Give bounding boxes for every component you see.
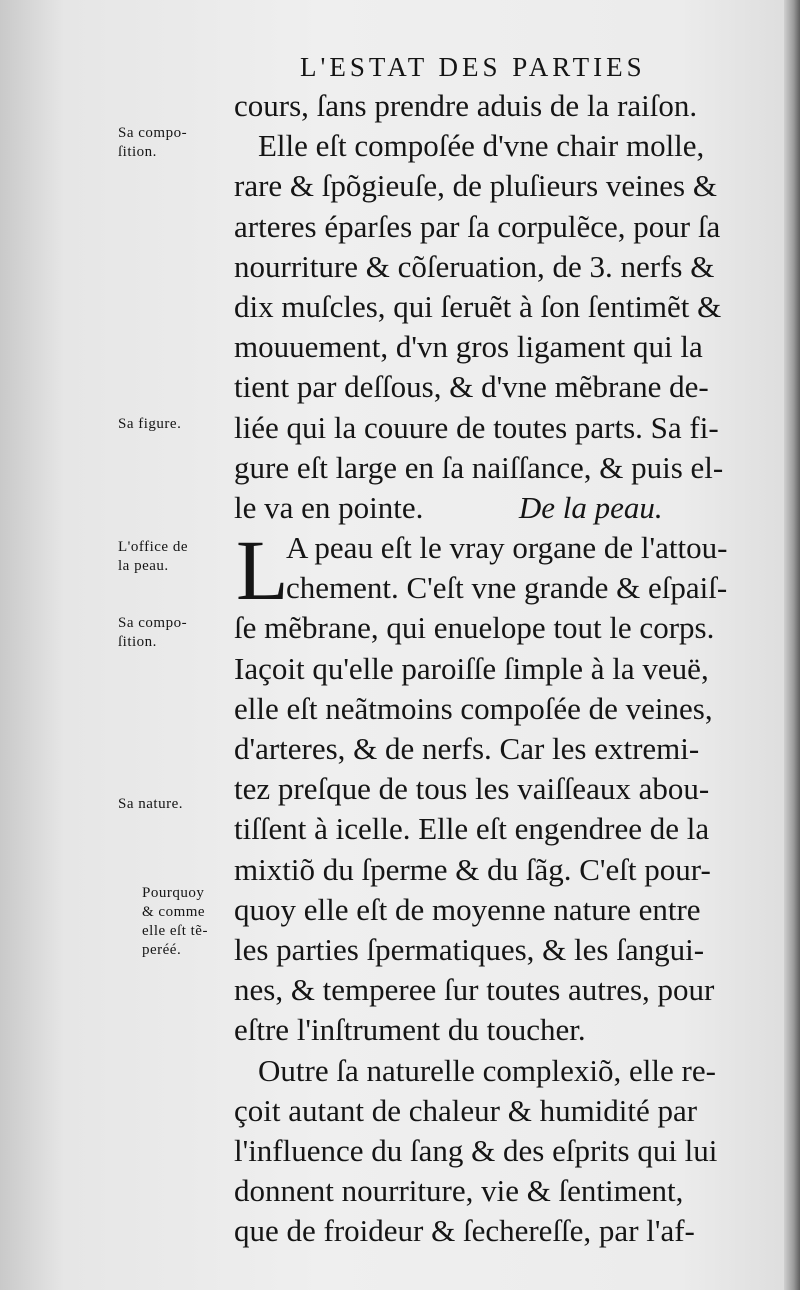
- margin-note-line: & comme: [142, 904, 206, 920]
- text-line: que de froideur & ſechereſſe, par l'af-: [234, 1213, 695, 1249]
- margin-note: [118, 614, 187, 652]
- text-line: eſtre l'inſtrument du toucher.: [234, 1012, 586, 1048]
- margin-note-line: Sa compo-: [118, 125, 188, 141]
- margin-note-line: elle eſt tẽ-: [142, 923, 208, 939]
- main-text-block: [234, 86, 794, 1251]
- margin-note-line: Pourquoy: [142, 885, 205, 901]
- text-line: mouuement, d'vn gros ligament qui la: [234, 329, 703, 365]
- text-line: nes, & temperee ſur toutes autres, pour: [234, 972, 715, 1008]
- text-line: chement. C'eſt vne grande & eſpaiſ-: [286, 570, 728, 606]
- text-line: le va en pointe.: [234, 489, 424, 525]
- text-line: Elle eſt compoſée d'vne chair molle,: [258, 128, 705, 164]
- margin-note: [118, 124, 187, 162]
- text-line: l'influence du ſang & des eſprits qui lui: [234, 1132, 718, 1168]
- text-line: les parties ſpermatiques, & les ſangui-: [234, 931, 705, 967]
- text-line: gure eſt large en ſa naiſſance, & puis el-: [234, 449, 724, 485]
- text-line: donnent nourriture, vie & ſentiment,: [234, 1173, 684, 1209]
- margin-note-line: la peau.: [118, 558, 169, 574]
- margin-note-line: Sa figure.: [118, 416, 182, 432]
- margin-note-line: Sa nature.: [118, 796, 183, 812]
- margin-note: [142, 884, 208, 960]
- text-line: çoit autant de chaleur & humidité par: [234, 1092, 698, 1128]
- drop-cap-initial: L: [236, 522, 289, 618]
- text-line: ſe mẽbrane, qui enuelope tout le corps.: [234, 610, 715, 646]
- text-line: mixtiõ du ſperme & du ſãg. C'eſt pour-: [234, 851, 711, 887]
- margin-note-line: L'office de: [118, 539, 188, 555]
- text-line: tient par deſſous, & d'vne mẽbrane de-: [234, 369, 709, 405]
- text-line: cours, ſans prendre aduis de la raiſon.: [234, 88, 698, 123]
- text-line-with-heading: [234, 488, 794, 528]
- section-heading: De la peau.: [518, 489, 663, 525]
- text-line: quoy elle eſt de moyenne nature entre: [234, 891, 701, 927]
- margin-note-line: ſition.: [118, 634, 157, 650]
- text-line: liée qui la couure de toutes parts. Sa fi-: [234, 409, 719, 445]
- margin-note-line: peréé.: [142, 942, 182, 958]
- text-line: Outre ſa naturelle complexiõ, elle re-: [258, 1052, 716, 1088]
- text-line: tez preſque de tous les vaiſſeaux abou-: [234, 771, 710, 807]
- text-line: dix muſcles, qui ſeruẽt à ſon ſentimẽt &: [234, 288, 722, 324]
- text-line: d'arteres, & de nerfs. Car les extremi-: [234, 731, 700, 766]
- margin-note-line: Sa compo-: [118, 615, 188, 631]
- text-line: rare & ſpõgieuſe, de pluſieurs veines &: [234, 168, 717, 204]
- text-line: A peau eſt le vray organe de l'attou-: [286, 530, 728, 566]
- text-line: arteres éparſes par ſa corpulẽce, pour ſa: [234, 208, 721, 244]
- text-line: tiſſent à icelle. Elle eſt engendree de la: [234, 811, 710, 847]
- running-head: L'ESTAT DES PARTIES: [300, 52, 646, 82]
- margin-note: [118, 538, 188, 576]
- margin-note: [118, 795, 183, 814]
- text-line: nourriture & cõſeruation, de 3. nerfs &: [234, 248, 715, 284]
- text-line: elle eſt neãtmoins compoſée de veines,: [234, 690, 713, 726]
- margin-note: [118, 415, 181, 434]
- margin-note-line: ſition.: [118, 144, 157, 160]
- text-line: Iaçoit qu'elle paroiſſe ſimple à la veuë,: [234, 650, 709, 686]
